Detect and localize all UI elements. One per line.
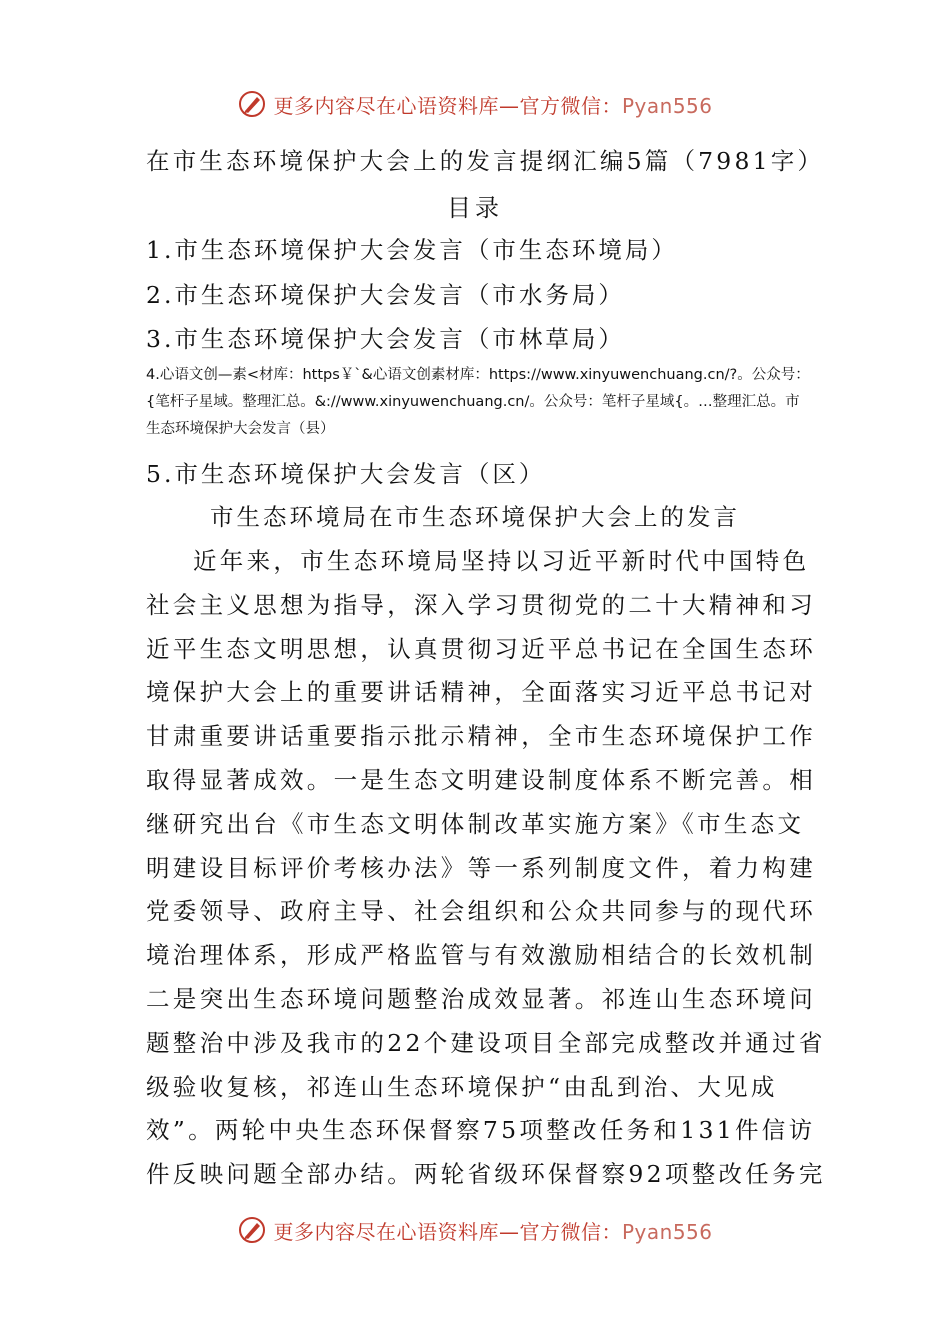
- body-paragraph: [146, 540, 826, 1197]
- body-line: 明建设目标评价考核办法》等一系列制度文件，着力构建: [146, 853, 816, 882]
- pen-nib-logo-icon: [237, 89, 267, 119]
- document-title: 在市生态环境保护大会上的发言提纲汇编5篇（7981字）: [146, 147, 825, 175]
- body-line: 党委领导、政府主导、社会组织和公众共同参与的现代环: [146, 897, 816, 926]
- toc-heading: 目录: [447, 194, 503, 222]
- toc-item: 1.市生态环境保护大会发言（市生态环境局）: [146, 236, 678, 264]
- body-line: 二是突出生态环境问题整治成效显著。祁连山生态环境问: [146, 984, 816, 1013]
- body-line: 境保护大会上的重要讲话精神，全面落实习近平总书记对: [146, 678, 816, 707]
- toc-item: 2.市生态环境保护大会发言（市水务局）: [146, 281, 625, 309]
- body-line: 题整治中涉及我市的22个建设项目全部完成整改并通过省: [146, 1028, 826, 1057]
- pen-nib-logo-icon: [237, 1215, 267, 1245]
- watermark-header: [0, 86, 950, 122]
- body-line: 社会主义思想为指导，深入学习贯彻党的二十大精神和习: [146, 590, 816, 619]
- body-line: 取得显著成效。一是生态文明建设制度体系不断完善。相: [146, 765, 816, 794]
- toc-item: 3.市生态环境保护大会发言（市林草局）: [146, 325, 625, 353]
- body-line: 效”。两轮中央生态环保督察75项整改任务和131件信访: [146, 1116, 816, 1145]
- body-line: 件反映问题全部办结。两轮省级环保督察92项整改任务完: [146, 1160, 826, 1189]
- toc-item: 4.心语文创—素<材库：https￥`&心语文创素材库：https://www.xinyuwenchuang.cn/?。公众号：{笔杆子星域。整理汇总。&://www.xinyuwenchuang.cn/。公众号：笔杆子星域{。…整理汇总。市生态环境保护大会发言（县）: [146, 367, 810, 437]
- body-line: 境治理体系，形成严格监管与有效激励相结合的长效机制: [146, 941, 816, 970]
- watermark-text: 更多内容尽在心语资料库—官方微信：Pyan556: [273, 93, 713, 118]
- watermark-text: 更多内容尽在心语资料库—官方微信：Pyan556: [273, 1219, 713, 1244]
- toc-item: 5.市生态环境保护大会发言（区）: [146, 460, 546, 488]
- watermark-footer: [0, 1212, 950, 1248]
- body-line: 级验收复核，祁连山生态环境保护“由乱到治、大见成: [146, 1072, 778, 1101]
- section-title: 市生态环境局在市生态环境保护大会上的发言: [210, 503, 740, 531]
- body-line: 近年来，市生态环境局坚持以习近平新时代中国特色: [193, 547, 810, 575]
- body-line: 近平生态文明思想，认真贯彻习近平总书记在全国生态环: [146, 634, 816, 663]
- body-line: 甘肃重要讲话重要指示批示精神，全市生态环境保护工作: [146, 722, 816, 751]
- body-line: 继研究出台《市生态文明体制改革实施方案》《市生态文: [146, 809, 805, 838]
